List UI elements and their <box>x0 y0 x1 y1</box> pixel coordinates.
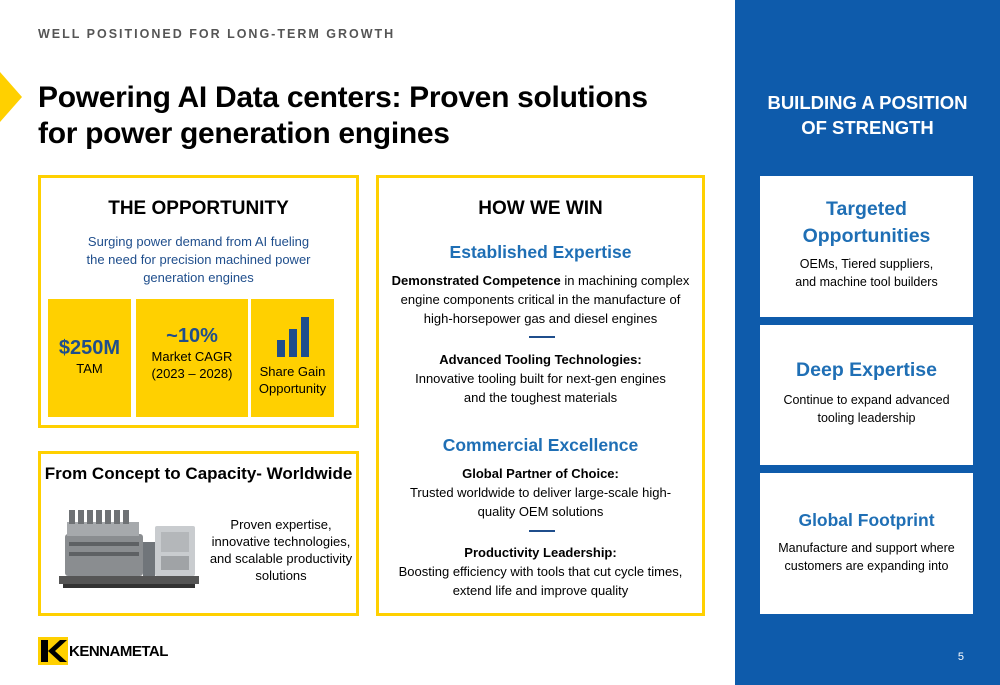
description-line: the need for precision machined power <box>86 252 311 267</box>
section-item: Productivity Leadership: Boosting efficiency with tools that cut cycle times, extend life and improve quality <box>398 545 683 598</box>
card-deep-expertise <box>760 325 973 465</box>
section-title: Established Expertise <box>449 242 632 262</box>
how-we-win-box <box>376 175 705 616</box>
concept-box <box>38 451 359 616</box>
section-item: Demonstrated Competence in machining complex engine components critical in the manufacture of high-horsepower gas and diesel engines <box>391 273 690 326</box>
section-item: Global Partner of Choice: Trusted worldwide to deliver large-scale high- quality OEM solutions <box>409 466 672 519</box>
description-line: Surging power demand from AI fueling <box>87 234 310 249</box>
opportunity-description <box>61 233 336 287</box>
cagr-period: (2023 – 2028) <box>151 366 233 381</box>
cagr-tile <box>136 299 248 417</box>
cagr-label: Market CAGR <box>151 349 233 364</box>
card-heading: Targeted Opportunities <box>802 198 931 247</box>
section-item: Advanced Tooling Technologies: Innovative tooling built for next-gen engines and the toughest materials <box>415 352 666 405</box>
card-body: OEMs, Tiered suppliers, and machine tool builders <box>795 257 938 289</box>
kennametal-logo <box>38 637 178 665</box>
share-gain-label: Share Gain Opportunity <box>258 364 327 396</box>
card-body: Manufacture and support where customers are expanding into <box>778 541 955 573</box>
cagr-value: ~10% <box>166 325 218 347</box>
chevron-right-icon <box>0 72 22 122</box>
tam-tile <box>48 299 131 417</box>
card-targeted-opportunities <box>760 176 973 317</box>
logo-wordmark: KENNAMETAL <box>69 643 168 660</box>
tam-label: TAM <box>76 361 103 376</box>
generator-engine-image <box>57 502 202 592</box>
page-number: 5 <box>957 651 964 663</box>
strength-panel <box>735 0 1000 685</box>
opportunity-heading: THE OPPORTUNITY <box>108 198 289 219</box>
page-title-line: for power generation engines <box>38 117 450 150</box>
concept-text: Proven expertise, innovative technologies, and scalable productivity solutions <box>209 517 353 583</box>
concept-heading: From Concept to Capacity- Worldwide <box>44 464 353 483</box>
bar-chart-icon <box>277 317 309 357</box>
how-we-win-heading: HOW WE WIN <box>478 198 603 219</box>
card-heading: Deep Expertise <box>796 359 937 381</box>
section-title: Commercial Excellence <box>442 435 639 455</box>
card-heading: Global Footprint <box>798 510 935 530</box>
kennametal-k-icon <box>38 637 68 665</box>
section-eyebrow: WELL POSITIONED FOR LONG-TERM GROWTH <box>38 27 396 41</box>
card-global-footprint <box>760 473 973 614</box>
divider <box>529 336 555 338</box>
share-gain-tile <box>251 299 334 417</box>
card-body: Continue to expand advanced tooling leadership <box>783 393 950 425</box>
opportunity-box <box>38 175 359 428</box>
panel-title: BUILDING A POSITION OF STRENGTH <box>767 92 968 138</box>
divider <box>529 530 555 532</box>
tam-value: $250M <box>58 337 121 359</box>
description-line: generation engines <box>143 270 254 285</box>
page-title-line: Powering AI Data centers: Proven solutions <box>38 81 648 114</box>
page-title <box>38 80 678 152</box>
